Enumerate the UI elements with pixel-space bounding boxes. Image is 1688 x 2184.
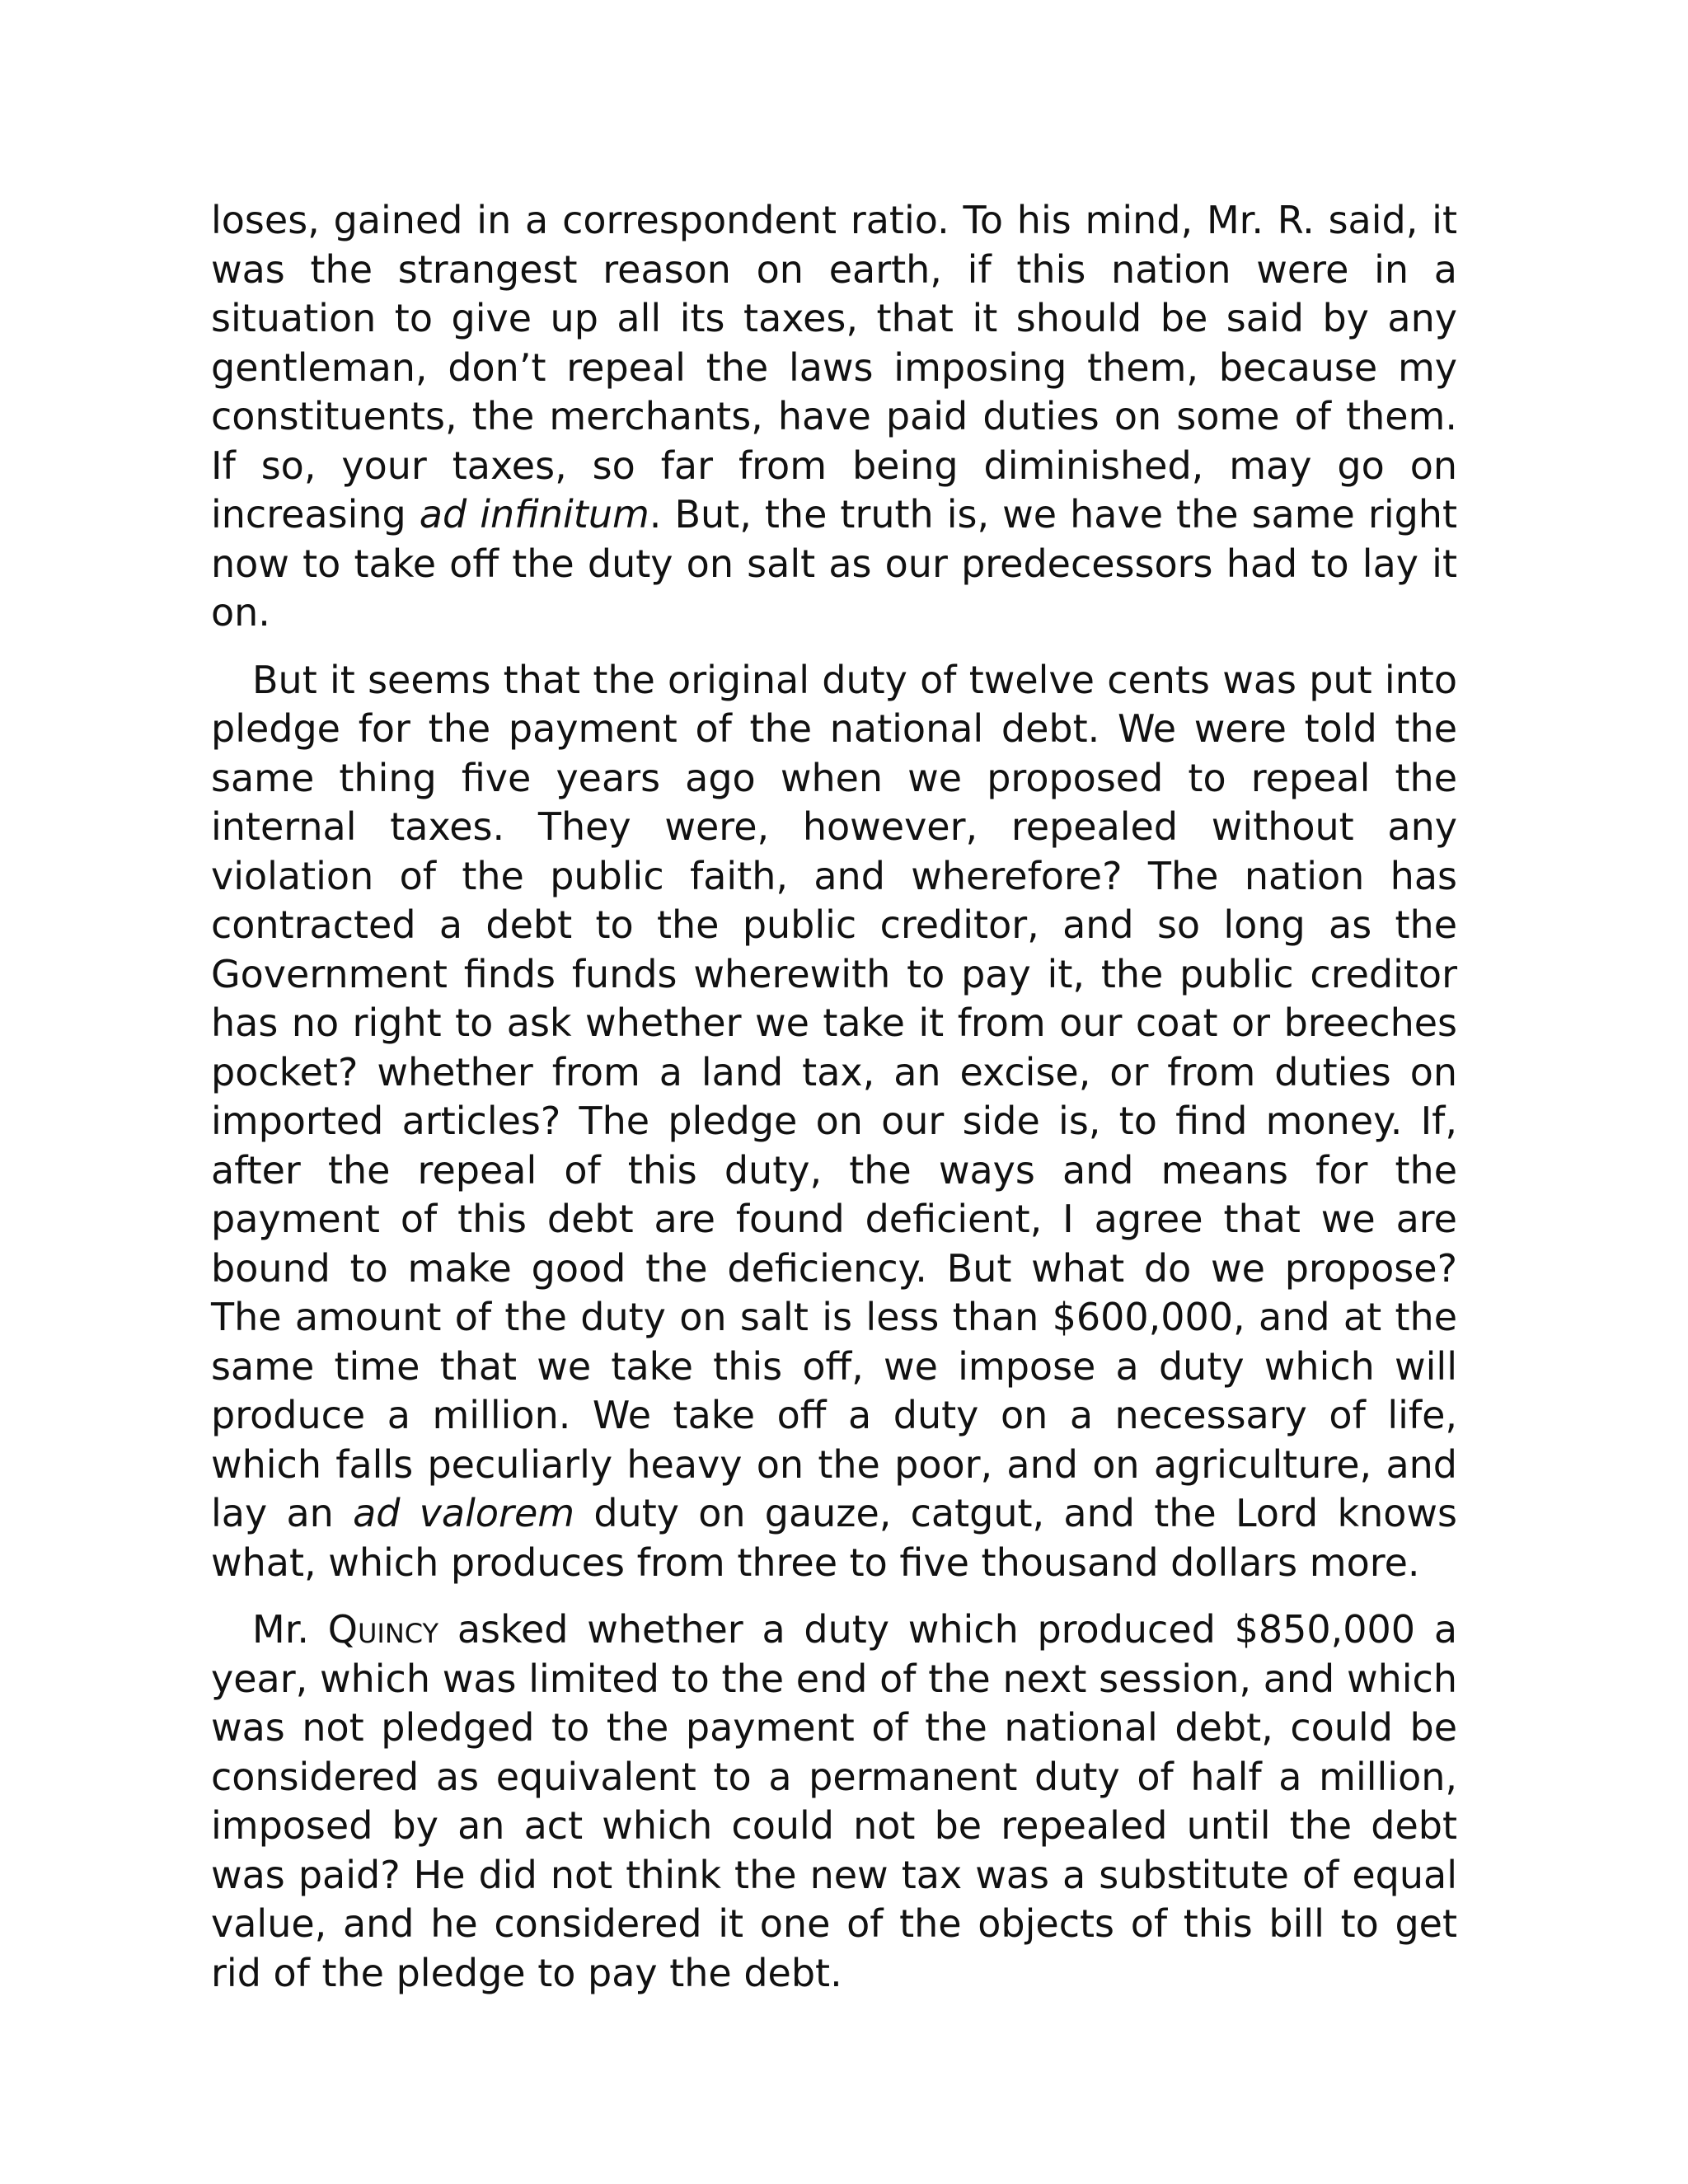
- paragraph-1-text-a: loses, gained in a correspondent ratio. To his mind, Mr. R. said, it was the strangest reason on earth, if this nation were in a situation to give up all its taxes, that it should be said by any gentleman, don’t repeal the laws imposing them, because my constituents, the merchants, have paid duties on some of them. If so, your taxes, so far from being diminished, may go on increasing: [211, 198, 1457, 537]
- document-page: [211, 196, 1457, 1998]
- paragraph-1-text-b: . But, the truth is, we have the same right now to take off the duty on salt as our predecessors had to lay it on.: [211, 492, 1457, 635]
- paragraph-3: [211, 1605, 1457, 1998]
- paragraph-3-text-b: asked whether a duty which produced $850,000 a year, which was limited to the end of the next session, and which was not pledged to the payment of the national debt, could be considered as equivalent to a permanent duty of half a million, imposed by an act which could not be repealed until the debt was paid? He did not think the new tax was a substitute of equal value, and he considered it one of the objects of this bill to get rid of the pledge to pay the debt.: [211, 1607, 1458, 1995]
- italic-ad-infinitum: ad infinitum: [419, 492, 649, 537]
- paragraph-2-text-b: duty on gauze, catgut, and the Lord knows what, which produces from three to five thousand dollars more.: [211, 1491, 1458, 1585]
- speaker-name-quincy: Quincy: [327, 1607, 439, 1652]
- paragraph-1: [211, 196, 1457, 638]
- paragraph-2-text-a: But it seems that the original duty of twelve cents was put into pledge for the payment of the national debt. We were told the same thing five years ago when we proposed to repeal the internal taxes. They were, however, repealed without any violation of the public faith, and wherefore? The nation has contracted a debt to the public creditor, and so long as the Government finds funds wherewith to pay it, the public creditor has no right to ask whether we take it from our coat or breeches pocket? whether from a land tax, an excise, or from duties on imported articles? The pledge on our side is, to find money. If, after the repeal of this duty, the ways and means for the payment of this debt are found deficient, I agree that we are bound to make good the deficiency. But what do we propose? The amount of the duty on salt is less than $600,000, and at the same time that we take this off, we impose a duty which will produce a million. We take off a duty on a necessary of life, which falls peculiarly heavy on the poor, and on agriculture, and lay an: [211, 657, 1457, 1535]
- italic-ad-valorem: ad valorem: [353, 1491, 575, 1535]
- paragraph-3-text-a: Mr.: [252, 1607, 328, 1652]
- paragraph-2: [211, 656, 1457, 1588]
